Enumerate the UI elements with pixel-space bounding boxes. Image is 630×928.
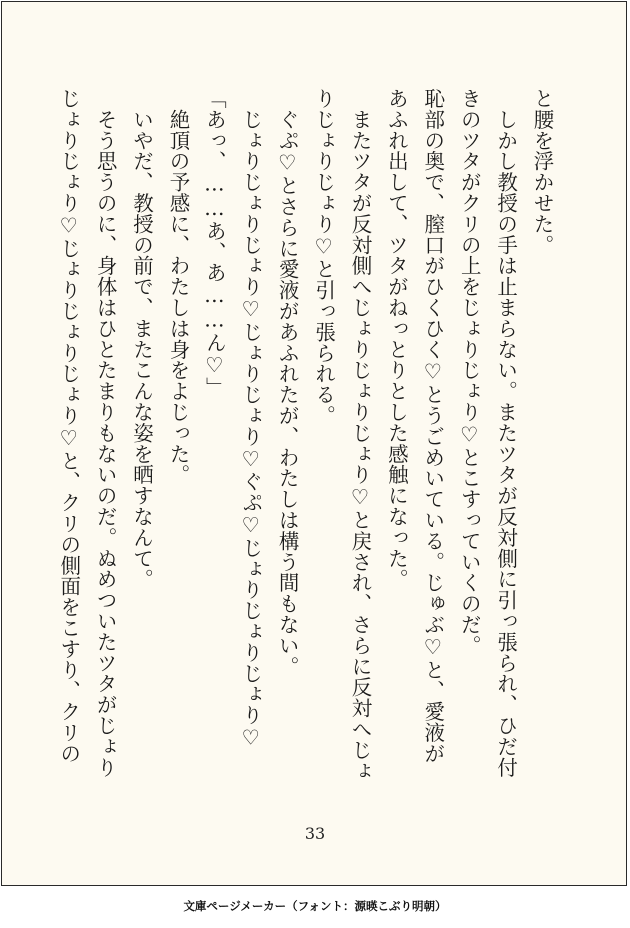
text-line: じょりじょりじょり♡じょりじょり♡ぐぷ♡じょりじょりじょり♡ — [238, 88, 263, 750]
text-line: 恥部の奥で、膣口がひくひく♡とうごめいている。じゅぶ♡と、愛液が — [420, 88, 445, 764]
text-line: きのツタがクリの上をじょりじょり♡とこすっていくのだ。 — [457, 88, 482, 656]
vertical-text-block — [50, 88, 560, 788]
footer-credit: 文庫ページメーカー（フォント：源暎こぶり明朝） — [183, 899, 447, 913]
page-number: 33 — [304, 824, 326, 843]
text-line: あふれ出して、ツタがねっとりとした感触になった。 — [384, 88, 409, 590]
text-line: 絶頂の予感に、わたしは身をよじった。 — [165, 88, 190, 486]
text-line: 「あっ、……あ、あ……ん♡」 — [202, 88, 227, 399]
text-line: またツタが反対側へじょりじょりじょり♡と戻され、さらに反対へじょ — [347, 88, 372, 782]
text-line: いやだ、教授の前で、またこんな姿を晒すなんて。 — [129, 88, 154, 590]
book-page — [1, 1, 627, 886]
text-line: じょりじょり♡じょりじょりじょり♡と、クリの側面をこすり、クリの — [56, 88, 81, 764]
text-line: ぐぷ♡とさらに愛液があふれたが、わたしは構う間もない。 — [275, 88, 300, 677]
text-line: りじょりじょり♡と引っ張られる。 — [311, 88, 336, 426]
text-line: と腰を浮かせた。 — [530, 88, 554, 256]
text-line: しかし教授の手は止まらない。またツタが反対側に引っ張られ、ひだ付 — [493, 88, 518, 778]
text-line: そう思うのに、身体はひとたまりもないのだ。ぬめついたツタがじょり — [93, 88, 118, 778]
